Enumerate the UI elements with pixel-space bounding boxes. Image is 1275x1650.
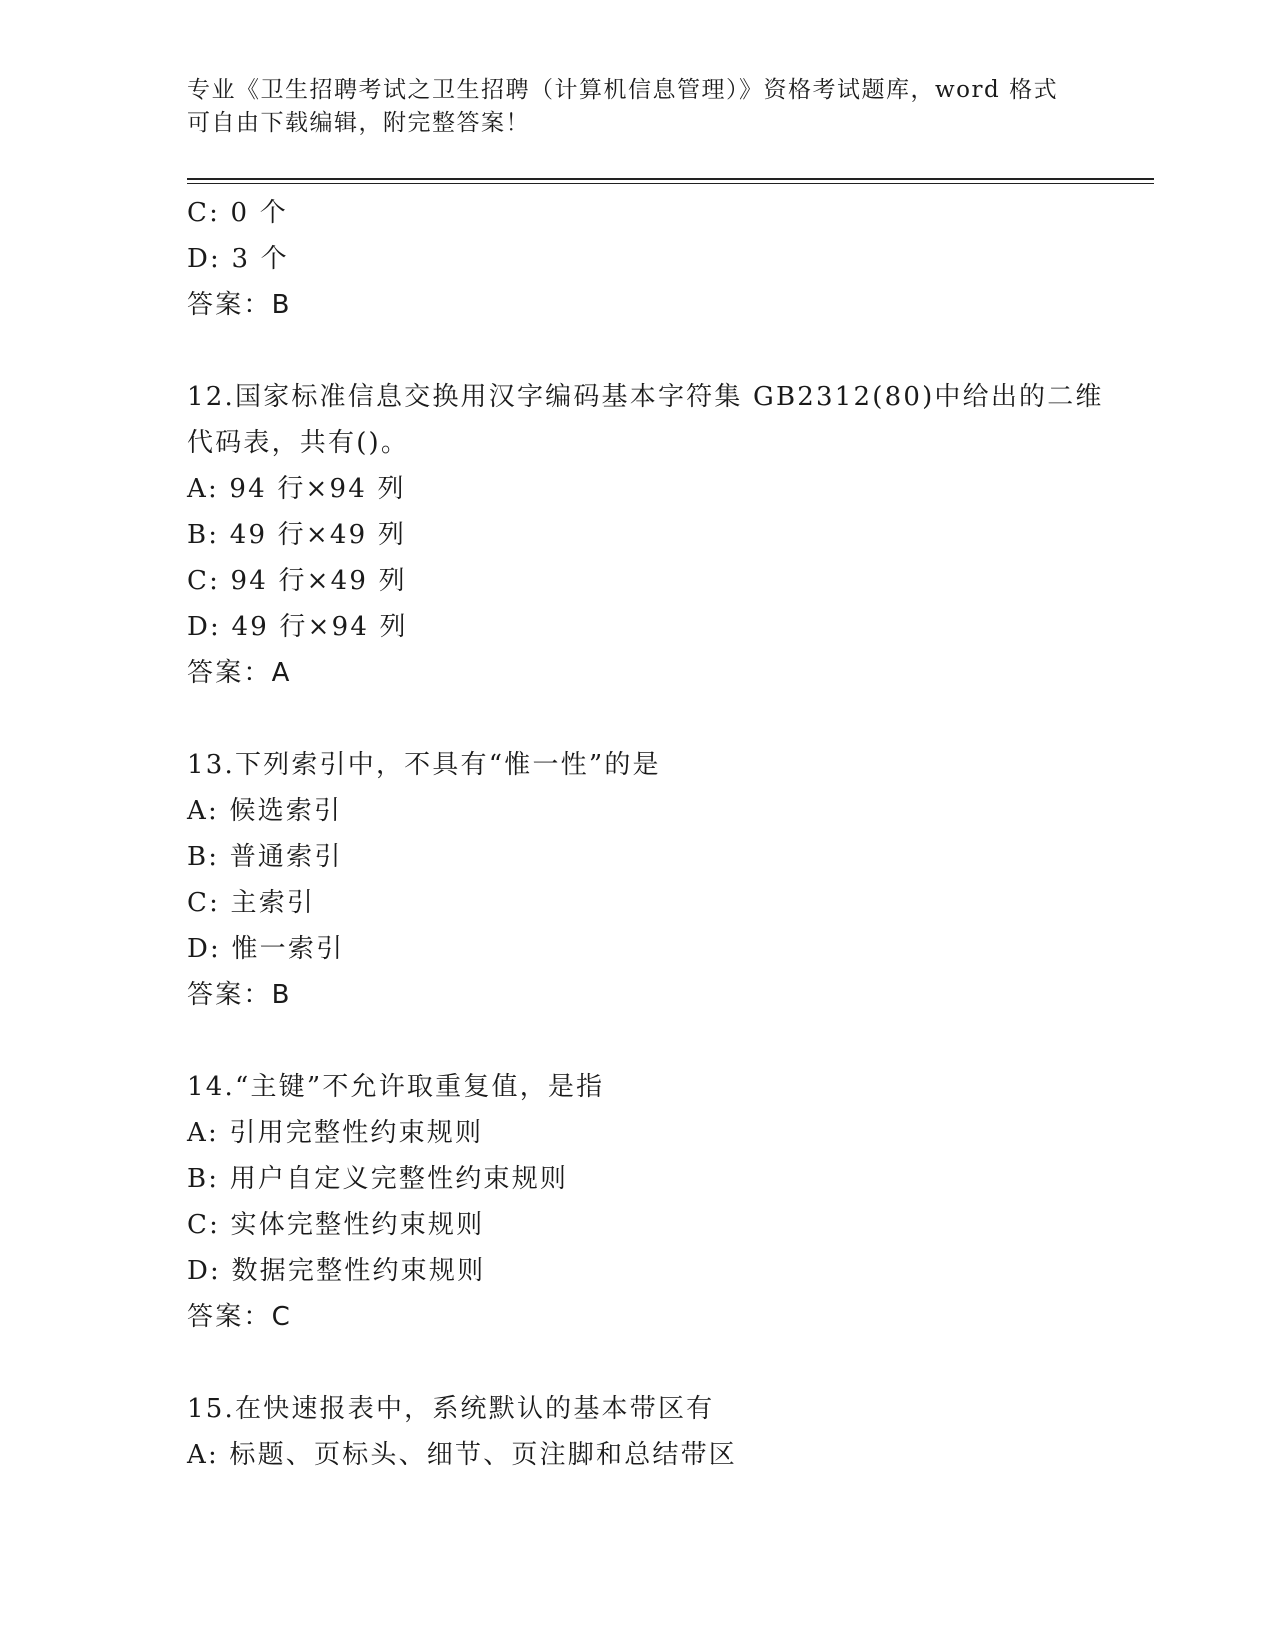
question-text: 13.下列索引中，不具有“惟一性”的是 [187, 750, 661, 780]
answer-label: 答案：B [187, 290, 292, 320]
answer-label: 答案：B [187, 980, 292, 1010]
question-text: 14.“主键”不允许取重复值，是指 [187, 1072, 605, 1102]
spacer [187, 696, 1147, 742]
option-c: C: 0 个 [187, 198, 288, 228]
option-b: B: 用户自定义完整性约束规则 [187, 1164, 569, 1194]
option-c: C: 主索引 [187, 888, 316, 918]
header-title-line-1: 专业《卫生招聘考试之卫生招聘（计算机信息管理）》资格考试题库，word 格式 [187, 77, 1059, 103]
option-a: A: 标题、页标头、细节、页注脚和总结带区 [187, 1440, 738, 1470]
spacer [187, 1340, 1147, 1386]
option-d: D: 惟一索引 [187, 934, 345, 964]
header-divider-thin [187, 183, 1154, 184]
answer-label: 答案：C [187, 1302, 292, 1332]
question-12 [187, 374, 1147, 696]
question-14 [187, 1064, 1147, 1340]
question-text: 12.国家标准信息交换用汉字编码基本字符集 GB2312(80)中给出的二维 [187, 382, 1104, 412]
document-header [187, 74, 1087, 140]
option-a: A: 94 行×94 列 [187, 474, 406, 504]
option-d: D: 3 个 [187, 244, 289, 274]
answer-label: 答案：A [187, 658, 292, 688]
option-d: D: 数据完整性约束规则 [187, 1256, 486, 1286]
question-13 [187, 742, 1147, 1018]
spacer [187, 328, 1147, 374]
header-divider [187, 178, 1154, 180]
option-c: C: 实体完整性约束规则 [187, 1210, 485, 1240]
option-d: D: 49 行×94 列 [187, 612, 408, 642]
option-c: C: 94 行×49 列 [187, 566, 407, 596]
option-a: A: 候选索引 [187, 796, 343, 826]
header-title-line-2: 可自由下载编辑，附完整答案！ [187, 110, 530, 136]
question-continued [187, 190, 1147, 328]
option-a: A: 引用完整性约束规则 [187, 1118, 484, 1148]
question-list [187, 190, 1147, 1478]
question-15 [187, 1386, 1147, 1478]
question-text: 15.在快速报表中，系统默认的基本带区有 [187, 1394, 715, 1424]
spacer [187, 1018, 1147, 1064]
option-b: B: 49 行×49 列 [187, 520, 407, 550]
question-text-continued: 代码表，共有()。 [187, 428, 410, 458]
option-b: B: 普通索引 [187, 842, 343, 872]
